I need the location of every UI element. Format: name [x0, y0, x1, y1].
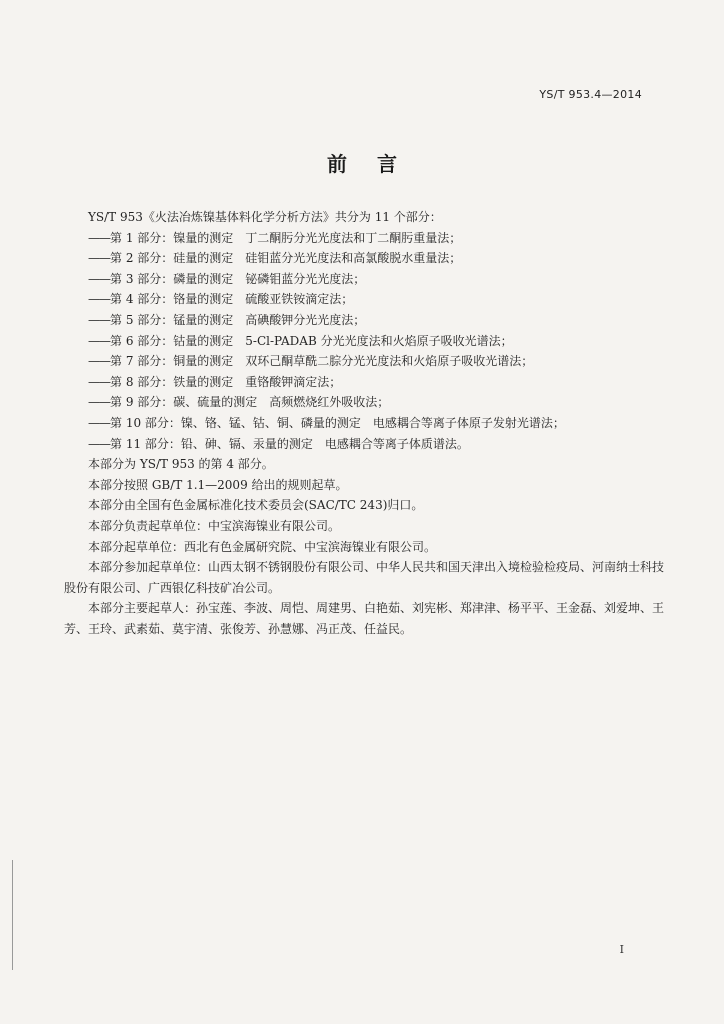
part-label: 第 3 部分：磷量的测定	[110, 271, 234, 286]
standard-number: YS/T 953.4—2014	[539, 88, 642, 101]
part-dash: ——	[88, 415, 110, 430]
part-label: 第 2 部分：硅量的测定	[110, 251, 234, 266]
part-dash: ——	[88, 312, 110, 327]
part-item-6	[64, 331, 664, 352]
scan-edge-line	[12, 860, 13, 970]
part-method: 高频燃烧红外吸收法；	[269, 395, 390, 410]
part-label: 第 8 部分：铁量的测定	[110, 374, 234, 389]
page-number: I	[619, 943, 624, 956]
part-method: 电感耦合等离子体质谱法。	[324, 436, 469, 451]
part-dash: ——	[88, 333, 110, 348]
part-dash: ——	[88, 271, 110, 286]
part-label: 第 5 部分：锰量的测定	[110, 312, 234, 327]
part-item-7	[64, 351, 664, 372]
drafting-units-paragraph: 本部分起草单位：西北有色金属研究院、中宝滨海镍业有限公司。	[88, 539, 437, 554]
part-label: 第 10 部分：镍、铬、锰、钴、铜、磷量的测定	[110, 415, 361, 430]
part-dash: ——	[88, 395, 110, 410]
intro-paragraph: YS/T 953《火法冶炼镍基体料化学分析方法》共分为 11 个部分：	[88, 210, 442, 224]
part-method: 5-Cl-PADAB 分光光度法和火焰原子吸收光谱法；	[245, 333, 513, 348]
part-dash: ——	[88, 251, 110, 266]
part-dash: ——	[88, 354, 110, 369]
part-item-5	[64, 310, 664, 331]
part-item-9	[64, 392, 664, 413]
part-label: 第 4 部分：铬量的测定	[110, 292, 234, 307]
part-dash: ——	[88, 436, 110, 451]
participating-units-paragraph: 本部分参加起草单位：山西太钢不锈钢股份有限公司、中华人民共和国天津出入境检验检疫局、河南纳士科技股份有限公司、广西银亿科技矿冶公司。	[64, 560, 665, 595]
responsible-unit-paragraph: 本部分负责起草单位：中宝滨海镍业有限公司。	[88, 518, 341, 533]
part-item-8	[64, 372, 664, 393]
part-item-4	[64, 289, 664, 310]
part-dash: ——	[88, 292, 110, 307]
part-item-11	[64, 434, 664, 455]
part-label: 第 1 部分：镍量的测定	[110, 230, 234, 245]
part-label: 第 9 部分：碳、硫量的测定	[110, 395, 258, 410]
part-label: 第 11 部分：铅、砷、镉、汞量的测定	[110, 436, 313, 451]
part-of-paragraph: 本部分为 YS/T 953 的第 4 部分。	[88, 457, 274, 472]
part-method: 重铬酸钾滴定法；	[245, 374, 342, 389]
part-item-10	[64, 413, 664, 434]
part-method: 电感耦合等离子体原子发射光谱法；	[372, 415, 565, 430]
part-method: 硫酸亚铁铵滴定法；	[245, 292, 354, 307]
part-method: 高碘酸钾分光光度法；	[245, 312, 366, 327]
part-item-1	[64, 228, 664, 249]
part-method: 硅钼蓝分光光度法和高氯酸脱水重量法；	[245, 251, 462, 266]
part-method: 丁二酮肟分光光度法和丁二酮肟重量法；	[245, 230, 462, 245]
foreword-body	[64, 207, 664, 639]
drafting-rules-paragraph: 本部分按照 GB/T 1.1—2009 给出的规则起草。	[88, 477, 348, 492]
part-method: 铋磷钼蓝分光光度法；	[245, 271, 366, 286]
main-drafters-paragraph: 本部分主要起草人：孙宝莲、李波、周恺、周建男、白艳茹、刘宪彬、郑津津、杨平平、王金磊、刘爱坤、王芳、王玲、武素茹、莫宇清、张俊芳、孙慧娜、冯正茂、任益民。	[64, 601, 665, 636]
part-item-3	[64, 269, 664, 290]
proposed-by-paragraph: 本部分由全国有色金属标准化技术委员会(SAC/TC 243)归口。	[88, 498, 424, 513]
part-method: 双环己酮草酰二腙分光光度法和火焰原子吸收光谱法；	[245, 354, 534, 369]
page-title: 前言	[327, 152, 427, 176]
part-item-2	[64, 248, 664, 269]
part-label: 第 6 部分：钴量的测定	[110, 333, 234, 348]
part-dash: ——	[88, 374, 110, 389]
part-label: 第 7 部分：铜量的测定	[110, 354, 234, 369]
part-dash: ——	[88, 230, 110, 245]
